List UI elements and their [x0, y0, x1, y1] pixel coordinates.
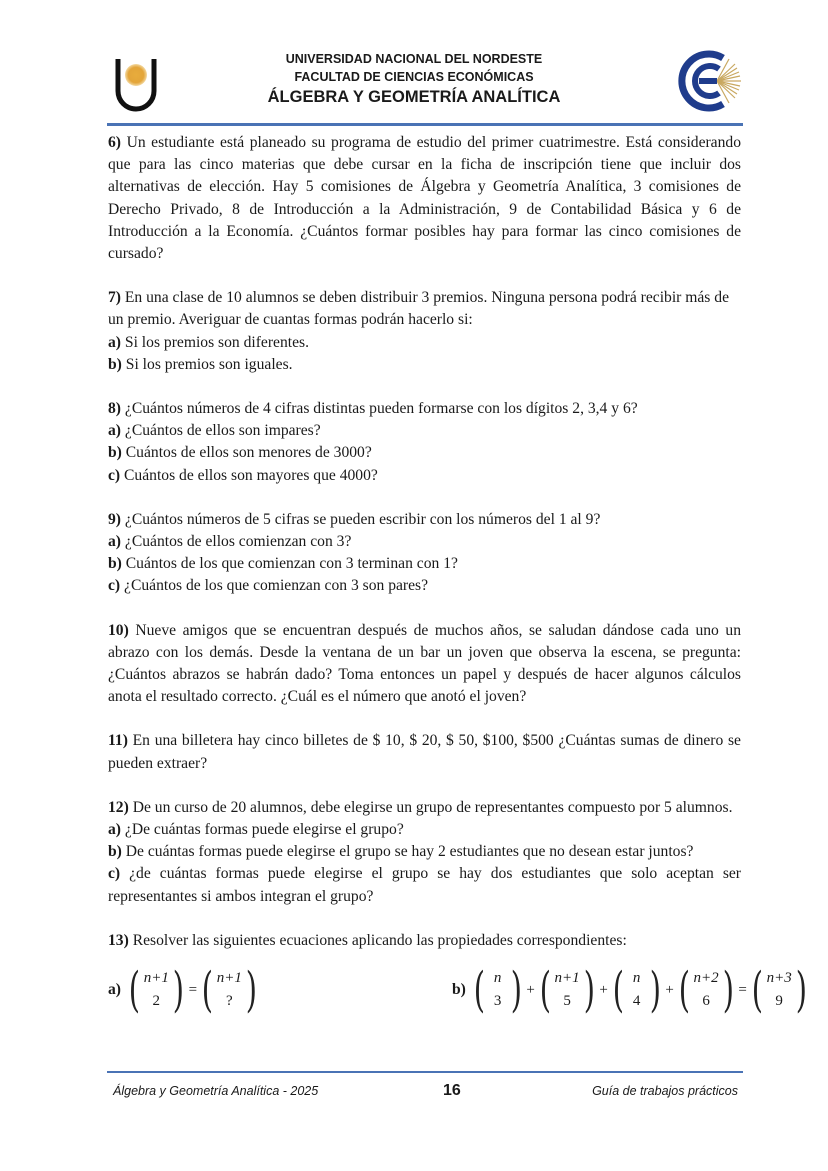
item-label: c)	[108, 865, 121, 883]
question-text: Un estudiante está planeado su programa de estudio del primer cuatrimestre. Está considerando que para las cinco materias que debe cursar en la ficha de inscripción tiene que incluir dos alternativas de elección. Hay 5 comisiones de Álgebra y Geometría Analítica, 3 comisiones de Derecho Privado, 8 de Introducción a la Administración, 9 de Contabilidad Básica y 6 de Introducción a la Economía. ¿Cuántos formar posibles hay para formar las cinco comisiones de cursado?	[108, 134, 741, 263]
equals-sign: =	[738, 981, 747, 998]
binomial-top: n+1	[143, 970, 169, 987]
binomial: ( n 4 )	[612, 962, 661, 1019]
binomial: ( n+1 5 )	[539, 962, 595, 1019]
question-text: ¿Cuántos números de 4 cifras distintas pueden formarse con los dígitos 2, 3,4 y 6?	[124, 400, 638, 418]
item-label: a)	[108, 533, 121, 551]
question-6	[108, 132, 741, 265]
plus-sign: +	[599, 981, 608, 998]
page-header	[0, 0, 828, 125]
equation-label: a)	[108, 980, 121, 998]
item-label: a)	[108, 333, 121, 351]
binomial-bottom: 6	[702, 993, 710, 1010]
question-text: En una billetera hay cinco billetes de $ 10, $ 20, $ 50, $100, $500 ¿Cuántas sumas de dinero se pueden extraer?	[108, 732, 741, 772]
footer-course: Álgebra y Geometría Analítica - 2025	[113, 1084, 319, 1098]
binomial: ( n+1 2 )	[128, 962, 184, 1019]
question-11	[108, 730, 741, 774]
question-text: ¿Cuántos números de 5 cifras se pueden escribir con los números del 1 al 9?	[124, 510, 601, 528]
footer-rule	[107, 1071, 743, 1073]
item-label: b)	[108, 444, 122, 462]
equations	[108, 962, 807, 1026]
item-label: c)	[108, 577, 121, 595]
question-number: 8)	[108, 400, 121, 418]
item-text: De cuántas formas puede elegirse el grupo se hay 2 estudiantes que no desean estar juntos?	[125, 843, 694, 861]
faculty-name: FACULTAD DE CIENCIAS ECONÓMICAS	[294, 70, 534, 84]
question-number: 13)	[108, 931, 129, 949]
question-13	[108, 930, 807, 1026]
binomial: ( n+1 ? )	[201, 962, 257, 1019]
binomial-bottom: 9	[775, 993, 783, 1010]
binomial-top: n	[632, 970, 641, 987]
equation-b	[452, 962, 810, 1019]
question-text: Nueve amigos que se encuentran después de muchos años, se saludan dándose cada uno un abrazo con los demás. Desde la ventana de un bar un joven que observa la escena, se pregunta: ¿Cuántos abrazos se habrán dado? Toma entonces un papel y después de hacer algunos cálculos anota el resultado correcto. ¿Cuál es el número que anotó el joven?	[108, 621, 741, 706]
question-8	[108, 398, 741, 487]
binomial-bottom: 4	[632, 993, 641, 1010]
question-number: 10)	[108, 621, 129, 639]
binomial-top: n+2	[693, 970, 719, 987]
binomial: ( n+3 9 )	[751, 962, 807, 1019]
binomial-bottom: 2	[152, 993, 161, 1010]
question-number: 9)	[108, 510, 121, 528]
question-text: En una clase de 10 alumnos se deben distribuir 3 premios. Ninguna persona podrá recibir más de un premio. Averiguar de cuantas formas podrán hacerlo si:	[108, 289, 729, 329]
item-text: ¿Cuántos de los que comienzan con 3 son pares?	[124, 577, 429, 595]
exercise-list	[108, 132, 807, 1026]
page-number: 16	[443, 1082, 461, 1099]
equals-sign: =	[188, 981, 198, 998]
question-number: 6)	[108, 134, 121, 151]
question-number: 11)	[108, 732, 128, 750]
item-label: a)	[108, 821, 121, 839]
item-text: Cuántos de ellos son menores de 3000?	[125, 444, 372, 462]
item-label: b)	[108, 355, 122, 373]
item-text: ¿de cuántas formas puede elegirse el grupo se hay dos estudiantes que solo aceptan ser representantes si ambos integran el grupo?	[108, 865, 742, 905]
unne-logo-icon	[113, 57, 159, 113]
question-number: 12)	[108, 798, 129, 816]
item-text: Si los premios son diferentes.	[124, 333, 309, 351]
footer-guide: Guía de trabajos prácticos	[592, 1084, 738, 1098]
page-footer	[113, 1082, 738, 1104]
plus-sign: +	[665, 981, 674, 998]
equation-label: b)	[452, 980, 466, 998]
item-label: a)	[108, 422, 121, 440]
binomial-top: n	[493, 970, 502, 987]
question-text: De un curso de 20 alumnos, debe elegirse un grupo de representantes compuesto por 5 alumnos.	[132, 798, 733, 816]
fce-logo-icon	[677, 50, 743, 112]
item-text: ¿De cuántas formas puede elegirse el grupo?	[124, 821, 404, 839]
question-7	[108, 287, 741, 376]
question-text: Resolver las siguientes ecuaciones aplicando las propiedades correspondientes:	[132, 931, 627, 949]
header-titles	[200, 50, 628, 108]
binomial-bottom: 3	[493, 993, 502, 1010]
university-name: UNIVERSIDAD NACIONAL DEL NORDESTE	[285, 52, 543, 66]
binomial-top: n+1	[216, 970, 242, 987]
equation-a	[108, 962, 261, 1019]
binomial: ( n 3 )	[473, 962, 522, 1019]
item-text: ¿Cuántos de ellos comienzan con 3?	[124, 533, 352, 551]
item-text: ¿Cuántos de ellos son impares?	[124, 422, 321, 440]
binomial-top: n+3	[766, 970, 792, 987]
binomial-bottom: ?	[226, 993, 233, 1010]
binomial: ( n+2 6 )	[678, 962, 734, 1019]
subject-title: ÁLGEBRA Y GEOMETRÍA ANALÍTICA	[267, 88, 561, 106]
item-text: Si los premios son iguales.	[125, 355, 293, 373]
item-label: c)	[108, 466, 121, 484]
item-label: b)	[108, 843, 122, 861]
question-number: 7)	[108, 289, 121, 307]
binomial-top: n+1	[554, 970, 580, 987]
question-10	[108, 620, 741, 709]
question-9	[108, 509, 741, 598]
item-text: Cuántos de ellos son mayores que 4000?	[124, 466, 378, 484]
question-12	[108, 797, 741, 908]
header-rule	[107, 123, 743, 126]
binomial-bottom: 5	[563, 993, 571, 1010]
item-label: b)	[108, 555, 122, 573]
item-text: Cuántos de los que comienzan con 3 terminan con 1?	[125, 555, 458, 573]
plus-sign: +	[526, 981, 535, 998]
